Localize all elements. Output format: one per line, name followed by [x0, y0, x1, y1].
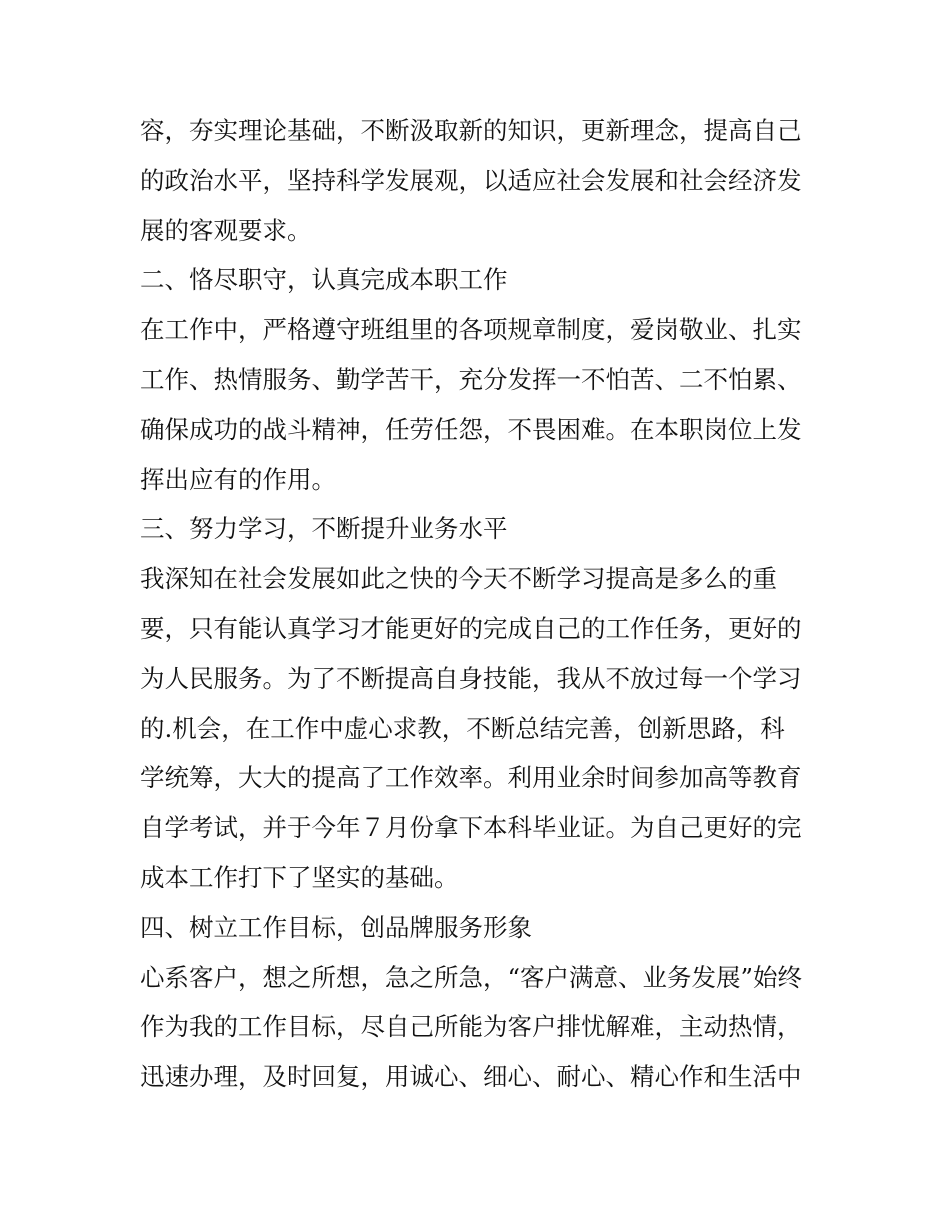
body-line: 我深知在社会发展如此之快的今天不断学习提高是多么的重	[140, 564, 777, 594]
document-body	[140, 106, 820, 1102]
section-heading-2: 二、恪尽职守，认真完成本职工作	[140, 265, 508, 295]
body-line: 学统筹，大大的提高了工作效率。利用业余时间参加高等教育	[140, 763, 802, 793]
body-line: 作为我的工作目标，尽自己所能为客户排忧解难，主动热情，	[140, 1012, 802, 1042]
body-line: 为人民服务。为了不断提高自身技能，我从不放过每一个学习	[140, 663, 802, 693]
body-line: 心系客户，想之所想，急之所急，“客户满意、业务发展”始终	[140, 962, 803, 992]
body-line: 自学考试，并于今年７月份拿下本科毕业证。为自己更好的完	[140, 813, 802, 843]
body-line: 要，只有能认真学习才能更好的完成自己的工作任务，更好的	[140, 613, 802, 643]
body-line: 确保成功的战斗精神，任劳任怨，不畏困难。在本职岗位上发	[140, 414, 802, 444]
body-line: 挥出应有的作用。	[140, 464, 336, 494]
body-line: 迅速办理，及时回复，用诚心、细心、耐心、精心作和生活中	[140, 1062, 802, 1092]
section-heading-3: 三、努力学习，不断提升业务水平	[140, 514, 508, 544]
body-line: 容，夯实理论基础，不断汲取新的知识，更新理念，提高自己	[140, 116, 802, 145]
body-line: 在工作中，严格遵守班组里的各项规章制度，爱岗敬业、扎实	[140, 315, 802, 345]
body-line: 工作、热情服务、勤学苦干，充分发挥一不怕苦、二不怕累、	[140, 364, 802, 394]
body-line: 的.机会，在工作中虚心求教，不断总结完善，创新思路，科	[140, 713, 785, 743]
body-line: 的政治水平，坚持科学发展观，以适应社会发展和社会经济发	[140, 165, 802, 195]
body-line: 成本工作打下了坚实的基础。	[140, 862, 459, 892]
section-heading-4: 四、树立工作目标，创品牌服务形象	[140, 912, 532, 942]
body-line: 展的客观要求。	[140, 215, 312, 245]
